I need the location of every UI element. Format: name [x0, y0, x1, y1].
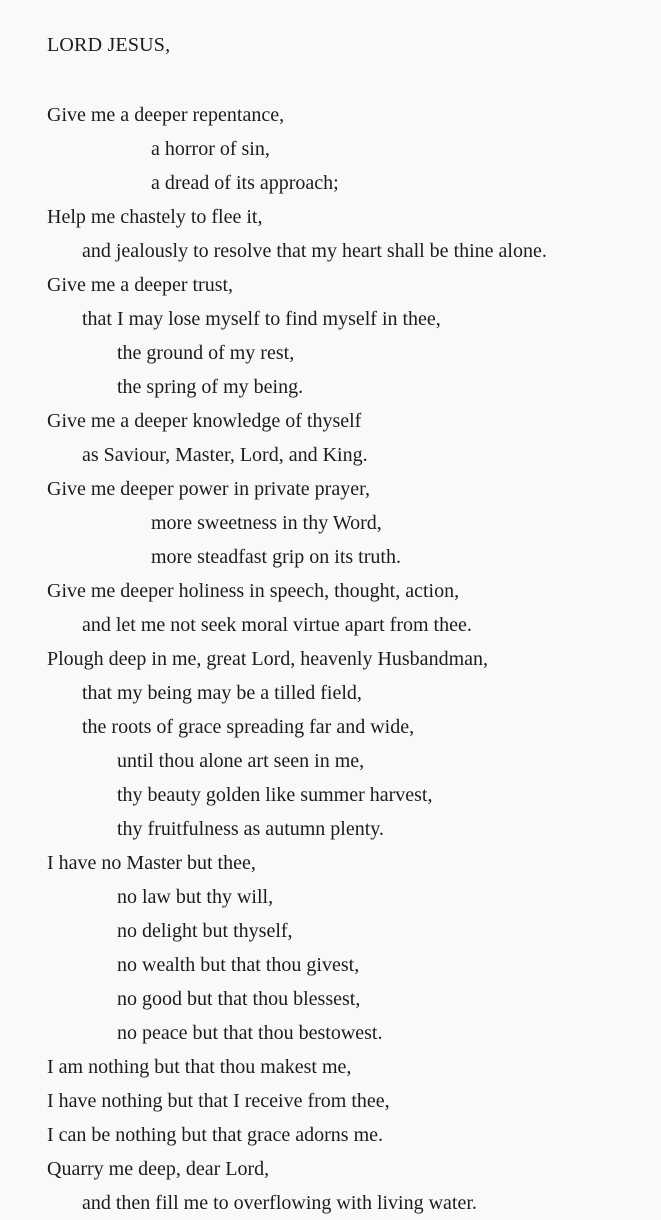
prayer-line: no law but thy will,	[117, 886, 274, 908]
prayer-line: a horror of sin,	[151, 138, 270, 160]
prayer-line: Give me a deeper knowledge of thyself	[47, 410, 362, 432]
prayer-line: no good but that thou blessest,	[117, 988, 361, 1010]
prayer-line: Help me chastely to flee it,	[47, 206, 263, 228]
prayer-line: I am nothing but that thou makest me,	[47, 1056, 352, 1078]
prayer-line: Give me deeper holiness in speech, thought, action,	[47, 580, 460, 602]
prayer-line: more steadfast grip on its truth.	[151, 546, 401, 568]
prayer-line: until thou alone art seen in me,	[117, 750, 365, 772]
prayer-line: and then fill me to overflowing with living water.	[82, 1192, 477, 1214]
prayer-line: no peace but that thou bestowest.	[117, 1022, 383, 1044]
prayer-line: Give me a deeper trust,	[47, 274, 234, 296]
prayer-line: as Saviour, Master, Lord, and King.	[82, 444, 368, 466]
prayer-line: no wealth but that thou givest,	[117, 954, 360, 976]
prayer-line: that my being may be a tilled field,	[82, 682, 362, 704]
prayer-body	[47, 98, 647, 1220]
prayer-line: the ground of my rest,	[117, 342, 295, 364]
prayer-line: no delight but thyself,	[117, 920, 293, 942]
prayer-line: and jealously to resolve that my heart shall be thine alone.	[82, 240, 547, 262]
prayer-heading: LORD JESUS,	[47, 34, 171, 56]
prayer-line: thy beauty golden like summer harvest,	[117, 784, 433, 806]
prayer-line: I have nothing but that I receive from thee,	[47, 1090, 390, 1112]
prayer-line: Give me deeper power in private prayer,	[47, 478, 370, 500]
prayer-line: the roots of grace spreading far and wide,	[82, 716, 415, 738]
prayer-line: thy fruitfulness as autumn plenty.	[117, 818, 384, 840]
prayer-line: Plough deep in me, great Lord, heavenly Husbandman,	[47, 648, 488, 670]
prayer-line: a dread of its approach;	[151, 172, 339, 194]
prayer-line: I have no Master but thee,	[47, 852, 256, 874]
prayer-line: that I may lose myself to find myself in thee,	[82, 308, 441, 330]
prayer-line: Quarry me deep, dear Lord,	[47, 1158, 270, 1180]
prayer-line: and let me not seek moral virtue apart from thee.	[82, 614, 472, 636]
prayer-line: more sweetness in thy Word,	[151, 512, 382, 534]
prayer-line: Give me a deeper repentance,	[47, 104, 285, 126]
prayer-line: the spring of my being.	[117, 376, 304, 398]
prayer-line: I can be nothing but that grace adorns me.	[47, 1124, 383, 1146]
